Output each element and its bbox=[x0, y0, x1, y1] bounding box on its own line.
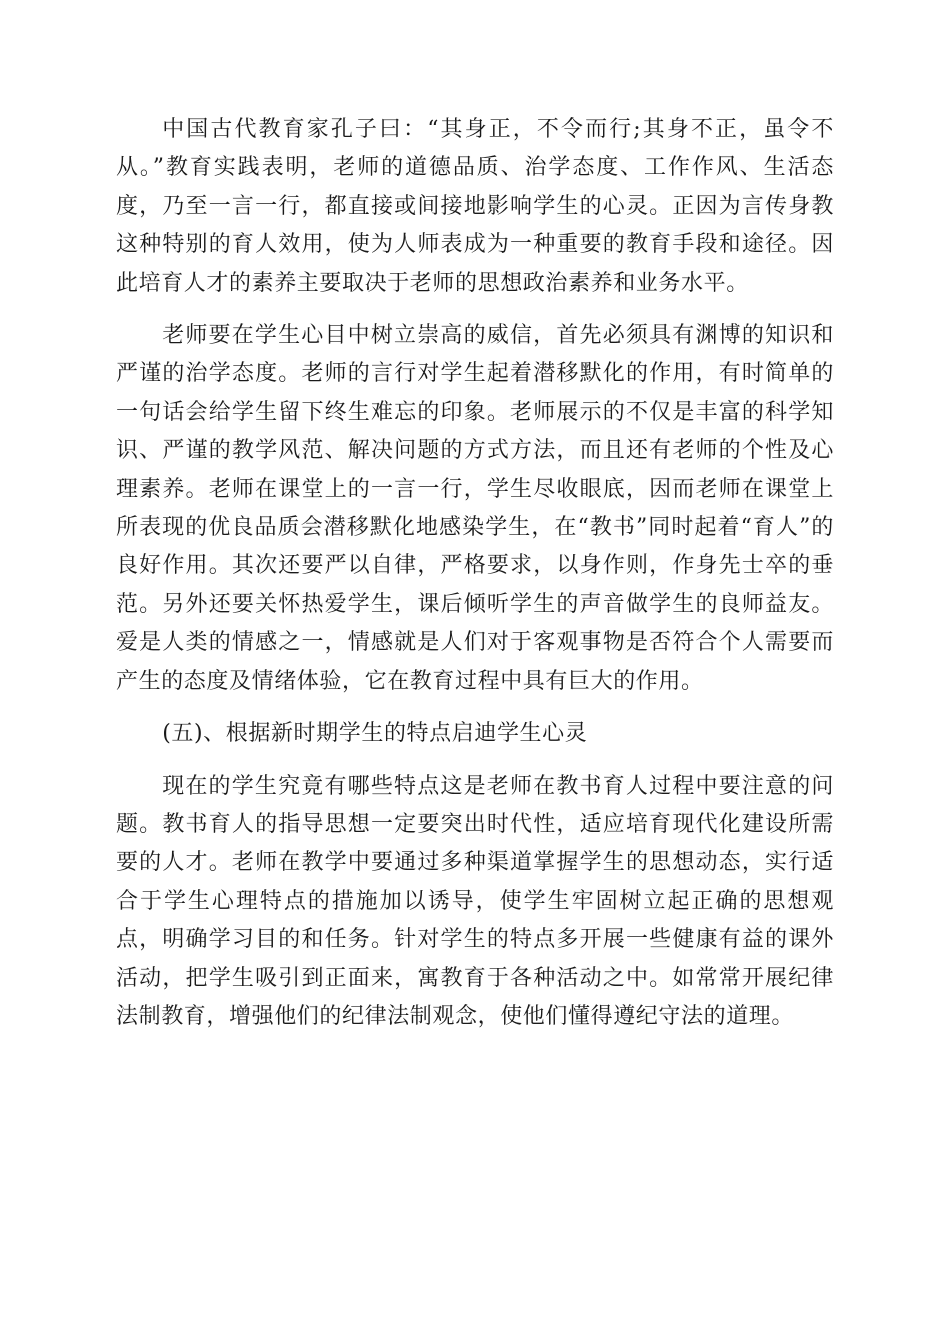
section-heading-five: (五)、根据新时期学生的特点启迪学生心灵 bbox=[162, 721, 588, 747]
document-body bbox=[116, 111, 834, 1050]
paragraph-student-characteristics: 现在的学生究竟有哪些特点这是老师在教书育人过程中要注意的问题。教书育人的指导思想一定要突出时代性，适应培育现代化建设所需要的人才。老师在教学中要通过多种渠道掌握学生的思想动态，实行适合于学生心理特点的措施加以诱导，使学生牢固树立起正确的思想观点，明确学习目的和任务。针对学生的特点多开展一些健康有益的课外活动，把学生吸引到正面来，寓教育于各种活动之中。如常常开展纪律法制教育，增强他们的纪律法制观念，使他们懂得遵纪守法的道理。 bbox=[116, 773, 834, 1029]
paragraph-teacher-prestige: 老师要在学生心目中树立崇高的威信，首先必须具有渊博的知识和严谨的治学态度。老师的言行对学生起着潜移默化的作用，有时简单的一句话会给学生留下终生难忘的印象。老师展示的不仅是丰富的科学知识、严谨的教学风范、解决问题的方式方法，而且还有老师的个性及心理素养。老师在课堂上的一言一行，学生尽收眼底，因而老师在课堂上所表现的优良品质会潜移默化地感染学生，在“教书”同时起着“育人”的良好作用。其次还要严以自律，严格要求，以身作则，作身先士卒的垂范。另外还要关怀热爱学生，课后倾听学生的声音做学生的良师益友。爱是人类的情感之一，情感就是人们对于客观事物是否符合个人需要而产生的态度及情绪体验，它在教育过程中具有巨大的作用。 bbox=[116, 323, 834, 694]
paragraph-confucius-quote: 中国古代教育家孔子曰：“其身正，不令而行;其身不正，虽令不从。”教育实践表明，老师的道德品质、治学态度、工作作风、生活态度，乃至一言一行，都直接或间接地影响学生的心灵。正因为言传身教这种特别的育人效用，使为人师表成为一种重要的教育手段和途径。因此培育人才的素养主要取决于老师的思想政治素养和业务水平。 bbox=[116, 117, 834, 296]
